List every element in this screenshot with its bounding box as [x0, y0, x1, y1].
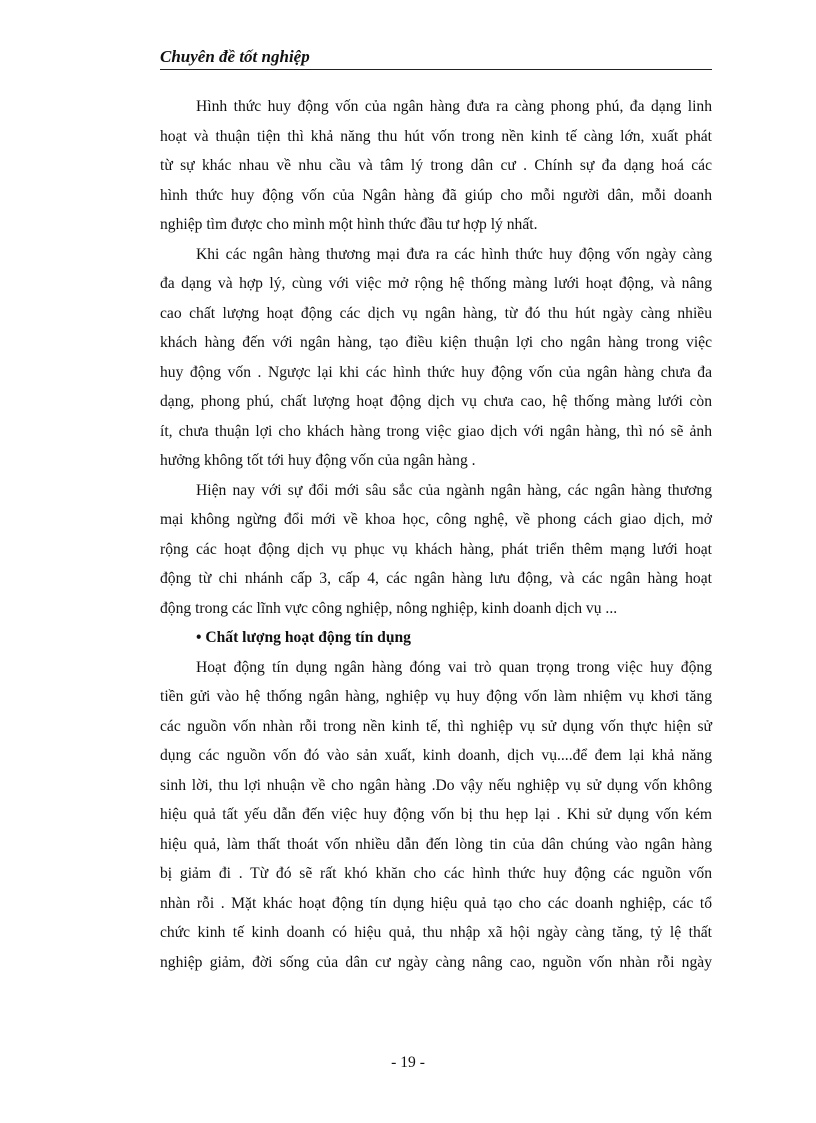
text-line: mại không ngừng đổi mới về khoa học, công nghệ, về phong cách giao dịch, mở — [160, 511, 712, 528]
header-divider — [160, 69, 712, 70]
text-line: bị giảm đi . Từ đó sẽ rất khó khăn cho các hình thức huy động các nguồn vốn — [160, 865, 712, 882]
text-line: các nguồn vốn nhàn rỗi trong nền kinh tế, thì nghiệp vụ sử dụng vốn thực hiện sử — [160, 717, 712, 735]
text-line: khách hàng đến với ngân hàng, tạo điều kiện thuận lợi cho ngân hàng trong việc — [160, 334, 712, 351]
document-body — [160, 92, 712, 977]
text-line: nghiệp tìm được cho mình một hình thức đầu tư hợp lý nhất. — [160, 216, 538, 233]
text-line: hiệu quả, làm thất thoát vốn nhiều dẫn đến lòng tin của dân chúng vào ngân hàng — [160, 835, 712, 853]
text-line: Hiện nay với sự đổi mới sâu sắc của ngành ngân hàng, các ngân hàng thương — [196, 481, 712, 499]
text-line: Hoạt động tín dụng ngân hàng đóng vai trò quan trọng trong việc huy động — [196, 658, 712, 676]
page-header — [160, 46, 712, 70]
paragraph — [160, 653, 712, 978]
text-line: cao chất lượng hoạt động các dịch vụ ngân hàng, từ đó thu hút ngày càng nhiều — [160, 304, 712, 322]
text-line: hiệu quả tất yếu dẫn đến việc huy động vốn bị thu hẹp lại . Khi sử dụng vốn kém — [160, 806, 712, 823]
text-line: dụng các nguồn vốn đó vào sản xuất, kinh doanh, dịch vụ....để đem lại khả năng — [160, 747, 712, 764]
text-line: đa dạng và hợp lý, cùng với việc mở rộng hệ thống màng lưới hoạt động, và nâng — [160, 275, 712, 292]
text-line: nghiệp giảm, đời sống của dân cư ngày càng nâng cao, nguồn vốn nhàn rỗi ngày — [160, 953, 712, 971]
text-line: hình thức huy động vốn của Ngân hàng đã giúp cho mỗi người dân, mỗi doanh — [160, 186, 712, 204]
text-line: ít, chưa thuận lợi cho khách hàng trong việc giao dịch với ngân hàng, thì nó sẽ ảnh — [160, 422, 712, 440]
header-title: Chuyên đề tốt nghiệp — [160, 47, 310, 66]
paragraph — [160, 476, 712, 624]
text-line: tiền gửi vào hệ thống ngân hàng, nghiệp vụ huy động vốn làm nhiệm vụ khơi tăng — [160, 688, 712, 705]
section-heading: • Chất lượng hoạt động tín dụng — [196, 629, 411, 646]
text-line: nhàn rỗi . Mặt khác hoạt động tín dụng hiệu quả tạo cho các doanh nghiệp, các tổ — [160, 894, 712, 912]
text-line: động trong các lĩnh vực công nghiệp, nông nghiệp, kinh doanh dịch vụ ... — [160, 599, 618, 617]
text-line: Hình thức huy động vốn của ngân hàng đưa ra càng phong phú, đa dạng linh — [196, 98, 712, 115]
page-number: - 19 - — [391, 1054, 425, 1071]
paragraph — [160, 92, 712, 240]
text-line: rộng các hoạt động dịch vụ phục vụ khách hàng, phát triển thêm mạng lưới hoạt — [160, 540, 712, 558]
text-line: sinh lời, thu lợi nhuận về cho ngân hàng .Do vậy nếu nghiệp vụ sử dụng vốn không — [160, 776, 712, 794]
text-line: động từ chi nhánh cấp 3, cấp 4, các ngân hàng lưu động, và các ngân hàng hoạt — [160, 570, 712, 587]
text-line: Khi các ngân hàng thương mại đưa ra các hình thức huy động vốn ngày càng — [196, 245, 712, 263]
paragraph — [160, 240, 712, 476]
text-line: hưởng không tốt tới huy động vốn của ngân hàng . — [160, 452, 476, 469]
text-line: dạng, phong phú, chất lượng hoạt động dịch vụ chưa cao, hệ thống màng lưới còn — [160, 393, 712, 410]
text-line: từ sự khác nhau về nhu cầu và tâm lý trong dân cư . Chính sự đa dạng hoá các — [160, 157, 712, 174]
text-line: chức kinh tế kinh doanh có hiệu quả, thu nhập xã hội ngày càng tăng, tỷ lệ thất — [160, 924, 712, 941]
text-line: hoạt và thuận tiện thì khả năng thu hút vốn trong nền kinh tế càng lớn, xuất phát — [160, 127, 712, 145]
text-line: huy động vốn . Ngược lại khi các hình thức huy động vốn của ngân hàng chưa đa — [160, 363, 712, 381]
